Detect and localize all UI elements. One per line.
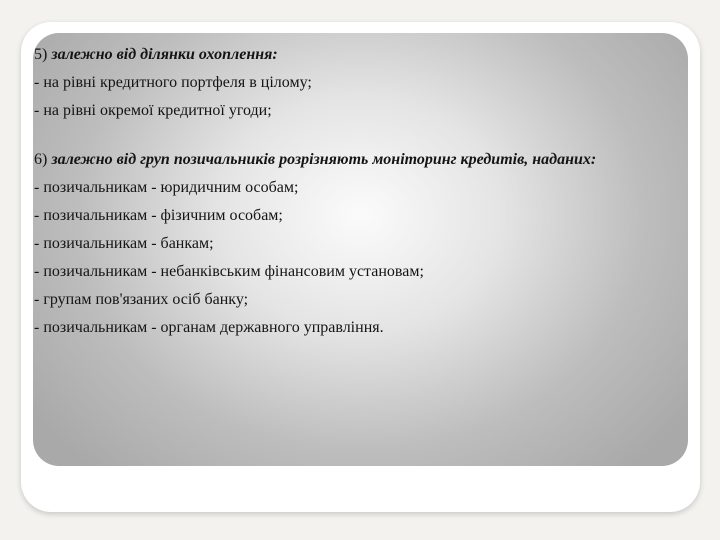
section-6-item: - позичальникам - банкам; (34, 235, 214, 252)
section-6-item: - групам пов'язаних осіб банку; (34, 291, 249, 308)
section-6-item: - позичальникам - фізичним особам; (34, 207, 283, 224)
section-6-item: - позичальникам - органам державного управління. (34, 319, 384, 336)
section-6-number: 6) (34, 151, 48, 168)
section-5-heading (34, 43, 674, 67)
section-5-title: залежно від ділянки охоплення: (51, 46, 278, 63)
section-6-title: залежно від груп позичальників розрізняють моніторинг кредитів, наданих: (51, 151, 597, 168)
section-6-heading (34, 148, 674, 172)
section-5-item: - на рівні окремої кредитної угоди; (34, 102, 272, 119)
section-6-item: - позичальникам - юридичним особам; (34, 179, 299, 196)
slide-content (34, 43, 674, 344)
section-6-item: - позичальникам - небанківським фінансовим установам; (34, 263, 424, 280)
section-5-number: 5) (34, 46, 48, 63)
section-5-item: - на рівні кредитного портфеля в цілому; (34, 74, 312, 91)
